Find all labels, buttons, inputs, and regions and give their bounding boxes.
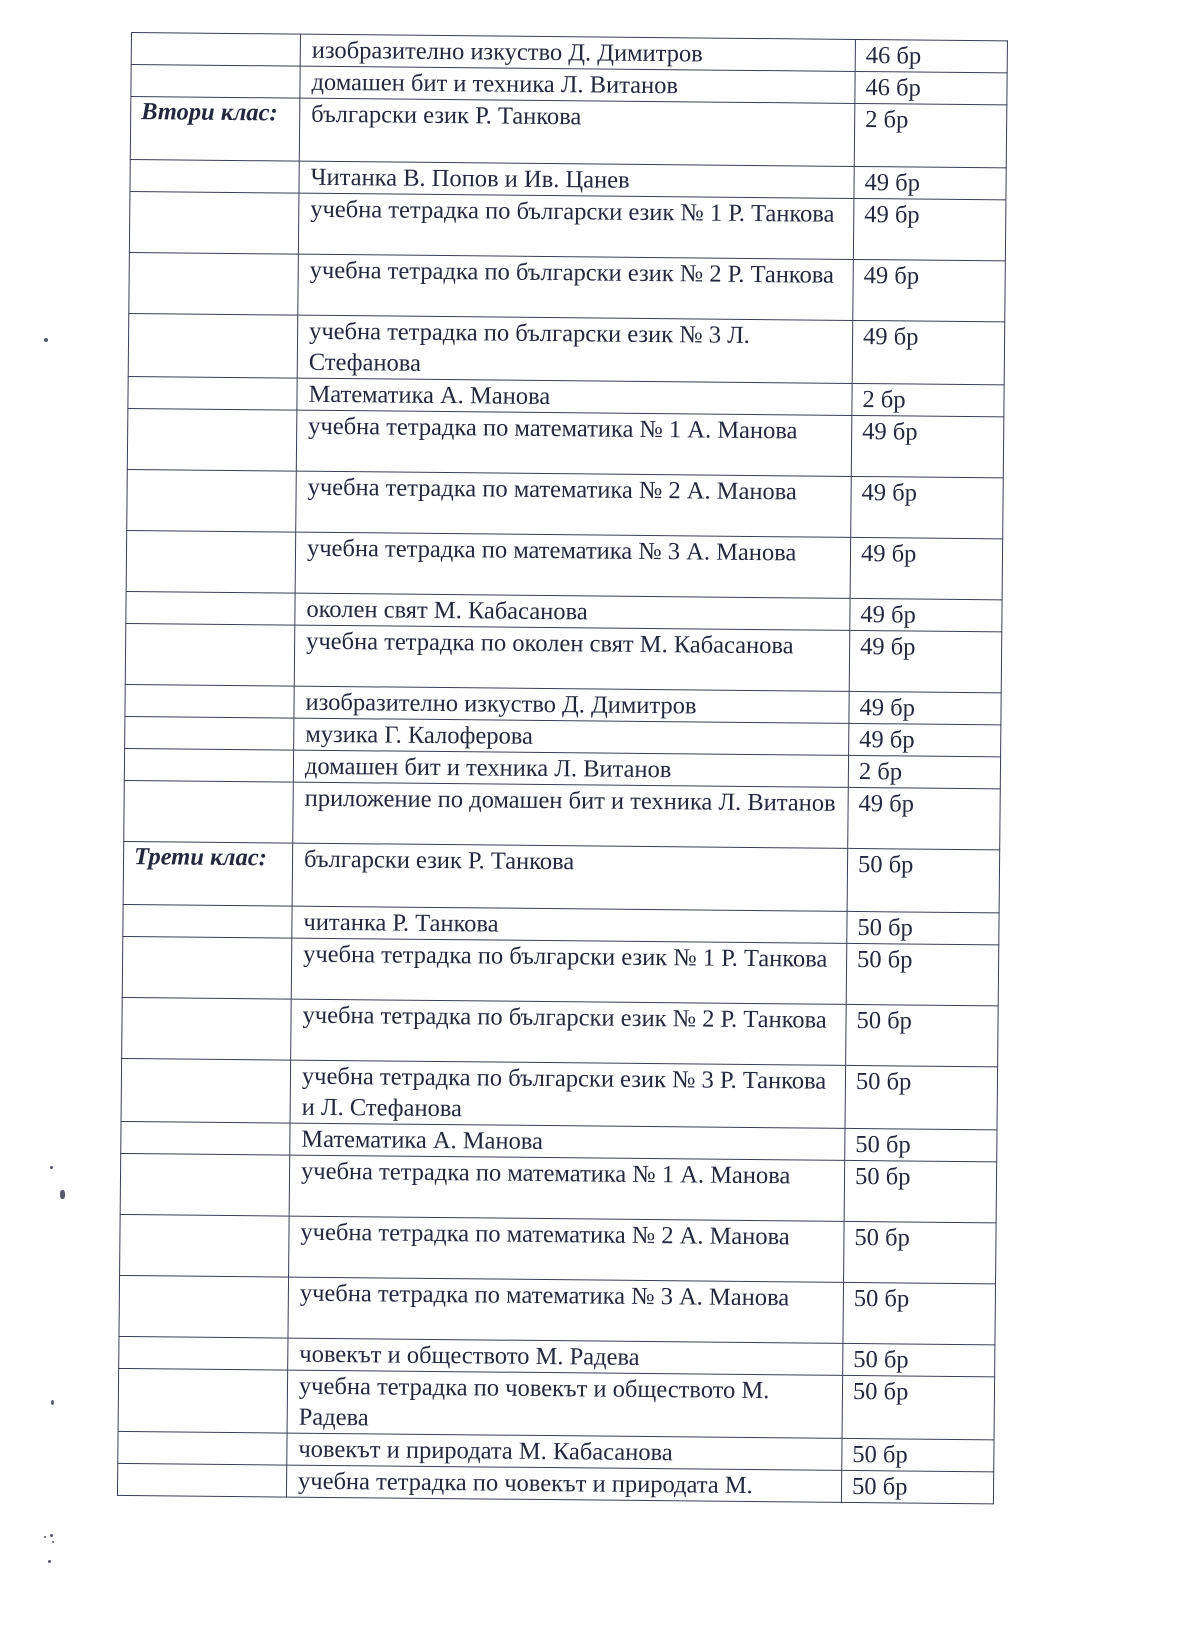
title-cell: домашен бит и техника Л. Витанов bbox=[300, 66, 855, 103]
quantity-cell: 49 бр bbox=[849, 691, 1001, 724]
class-cell bbox=[118, 1368, 288, 1433]
class-cell bbox=[122, 936, 292, 999]
quantity-cell: 50 бр bbox=[844, 1221, 997, 1283]
class-cell bbox=[121, 1121, 290, 1155]
scan-speck bbox=[51, 1400, 54, 1405]
quantity-cell: 50 бр bbox=[847, 911, 999, 944]
title-cell: български език Р. Танкова bbox=[299, 98, 855, 166]
quantity-cell: 50 бр bbox=[846, 1004, 999, 1066]
title-cell: читанка Р. Танкова bbox=[292, 906, 847, 943]
table-row bbox=[128, 313, 1005, 384]
class-cell bbox=[130, 159, 299, 193]
table-row bbox=[129, 191, 1006, 260]
class-cell bbox=[124, 780, 294, 843]
quantity-cell: 49 бр bbox=[850, 537, 1003, 599]
quantity-cell: 50 бр bbox=[842, 1375, 995, 1439]
title-cell: учебна тетрадка по български език № 3 Р. Танкова и Л. Стефанова bbox=[290, 1060, 846, 1128]
class-cell bbox=[127, 408, 297, 471]
class-cell bbox=[127, 469, 297, 532]
textbook-order-table bbox=[117, 32, 1008, 1504]
quantity-cell: 50 бр bbox=[845, 1065, 998, 1129]
scan-speck bbox=[50, 1166, 53, 1169]
quantity-cell: 49 бр bbox=[853, 259, 1006, 321]
class-cell bbox=[121, 1058, 291, 1123]
class-cell bbox=[125, 716, 294, 750]
title-cell: Математика А. Манова bbox=[297, 378, 852, 415]
quantity-cell: 50 бр bbox=[843, 1343, 995, 1376]
title-cell: учебна тетрадка по математика № 1 А. Манова bbox=[296, 410, 852, 476]
table-row bbox=[130, 97, 1007, 168]
scan-speck bbox=[44, 338, 48, 342]
class-cell bbox=[120, 1153, 290, 1216]
quantity-cell: 50 бр bbox=[844, 1160, 997, 1222]
class-cell bbox=[124, 748, 293, 782]
scan-speck bbox=[50, 1534, 53, 1537]
scan-speck bbox=[60, 1190, 65, 1199]
class-cell bbox=[123, 904, 292, 938]
class-cell bbox=[128, 376, 297, 410]
table-row bbox=[120, 1153, 997, 1222]
quantity-cell: 49 бр bbox=[850, 598, 1002, 631]
title-cell: човекът и природата М. Кабасанова bbox=[287, 1433, 842, 1470]
quantity-cell: 2 бр bbox=[852, 383, 1004, 416]
class-cell bbox=[119, 1275, 289, 1338]
table-row bbox=[122, 997, 999, 1066]
class-cell bbox=[129, 252, 299, 315]
class-cell bbox=[126, 530, 296, 593]
title-cell: музика Г. Калоферова bbox=[294, 718, 849, 755]
title-cell: учебна тетрадка по математика № 2 А. Манова bbox=[296, 471, 852, 537]
title-cell: учебна тетрадка по български език № 1 Р. Танкова bbox=[291, 938, 847, 1004]
quantity-cell: 2 бр bbox=[854, 103, 1007, 167]
title-cell: изобразително изкуство Д. Димитров bbox=[294, 686, 849, 723]
quantity-cell: 50 бр bbox=[845, 1128, 997, 1161]
class-cell bbox=[125, 684, 294, 718]
quantity-cell: 49 бр bbox=[851, 415, 1004, 477]
title-cell: Математика А. Манова bbox=[290, 1123, 845, 1160]
title-cell: учебна тетрадка по математика № 2 А. Манова bbox=[289, 1216, 845, 1282]
title-cell: домашен бит и техника Л. Витанов bbox=[293, 750, 848, 787]
scan-speck bbox=[48, 1560, 51, 1563]
title-cell: учебна тетрадка по български език № 3 Л. Стефанова bbox=[297, 315, 853, 383]
table-row bbox=[129, 252, 1006, 321]
table-row bbox=[124, 780, 1001, 849]
class-cell bbox=[128, 313, 298, 378]
quantity-cell: 50 бр bbox=[843, 1282, 996, 1344]
quantity-cell: 46 бр bbox=[855, 39, 1007, 72]
title-cell: учебна тетрадка по математика № 3 А. Манова bbox=[295, 532, 851, 598]
quantity-cell: 50 бр bbox=[842, 1438, 994, 1471]
class-cell bbox=[131, 33, 300, 67]
title-cell: учебна тетрадка по български език № 2 Р. Танкова bbox=[291, 999, 847, 1065]
title-cell: български език Р. Танкова bbox=[292, 843, 848, 911]
title-cell: учебна тетрадка по математика № 1 А. Манова bbox=[289, 1155, 845, 1221]
class-cell bbox=[117, 1463, 286, 1497]
class-cell bbox=[118, 1431, 287, 1465]
quantity-cell: 49 бр bbox=[851, 476, 1004, 538]
quantity-cell: 50 бр bbox=[841, 1470, 993, 1503]
quantity-cell: 46 бр bbox=[855, 71, 1007, 104]
class-cell bbox=[131, 65, 300, 99]
quantity-cell: 50 бр bbox=[847, 848, 1000, 912]
class-cell bbox=[122, 997, 292, 1060]
table-row bbox=[121, 1058, 998, 1129]
quantity-cell: 49 бр bbox=[852, 320, 1005, 384]
scan-speck bbox=[52, 1541, 54, 1543]
title-cell: приложение по домашен бит и техника Л. Витанов bbox=[293, 782, 849, 848]
title-cell: учебна тетрадка по човекът и обществото М. Радева bbox=[287, 1370, 843, 1438]
table-row bbox=[122, 936, 999, 1005]
table-row bbox=[127, 408, 1004, 477]
title-cell: Читанка В. Попов и Ив. Цанев bbox=[299, 161, 854, 198]
title-cell: учебна тетрадка по човекът и природата М. bbox=[286, 1465, 841, 1502]
class-cell-second-grade: Втори клас: bbox=[130, 97, 300, 162]
scan-speck bbox=[44, 1536, 46, 1538]
class-cell-third-grade: Трети клас: bbox=[123, 841, 293, 906]
class-cell bbox=[120, 1214, 290, 1277]
table-row bbox=[126, 530, 1003, 599]
quantity-cell: 50 бр bbox=[846, 943, 999, 1005]
quantity-cell: 49 бр bbox=[849, 723, 1001, 756]
class-cell bbox=[125, 623, 295, 686]
title-cell: учебна тетрадка по околен свят М. Кабасанова bbox=[294, 625, 850, 691]
table-row bbox=[123, 841, 1000, 912]
title-cell: учебна тетрадка по математика № 3 А. Манова bbox=[288, 1277, 844, 1343]
class-cell bbox=[126, 591, 295, 625]
table-row bbox=[118, 1368, 995, 1439]
quantity-cell: 49 бр bbox=[853, 198, 1006, 260]
quantity-cell: 2 бр bbox=[848, 755, 1000, 788]
title-cell: учебна тетрадка по български език № 1 Р. Танкова bbox=[298, 193, 854, 259]
title-cell: човекът и обществото М. Радева bbox=[288, 1338, 843, 1375]
title-cell: изобразително изкуство Д. Димитров bbox=[300, 34, 855, 71]
title-cell: учебна тетрадка по български език № 2 Р. Танкова bbox=[298, 254, 854, 320]
quantity-cell: 49 бр bbox=[848, 787, 1001, 849]
table-row bbox=[120, 1214, 997, 1283]
table-row bbox=[125, 623, 1002, 692]
table-row bbox=[127, 469, 1004, 538]
class-cell bbox=[129, 191, 299, 254]
quantity-cell: 49 бр bbox=[849, 630, 1002, 692]
title-cell: околен свят М. Кабасанова bbox=[295, 593, 850, 630]
class-cell bbox=[119, 1336, 288, 1370]
quantity-cell: 49 бр bbox=[854, 166, 1006, 199]
table-row bbox=[119, 1275, 996, 1344]
